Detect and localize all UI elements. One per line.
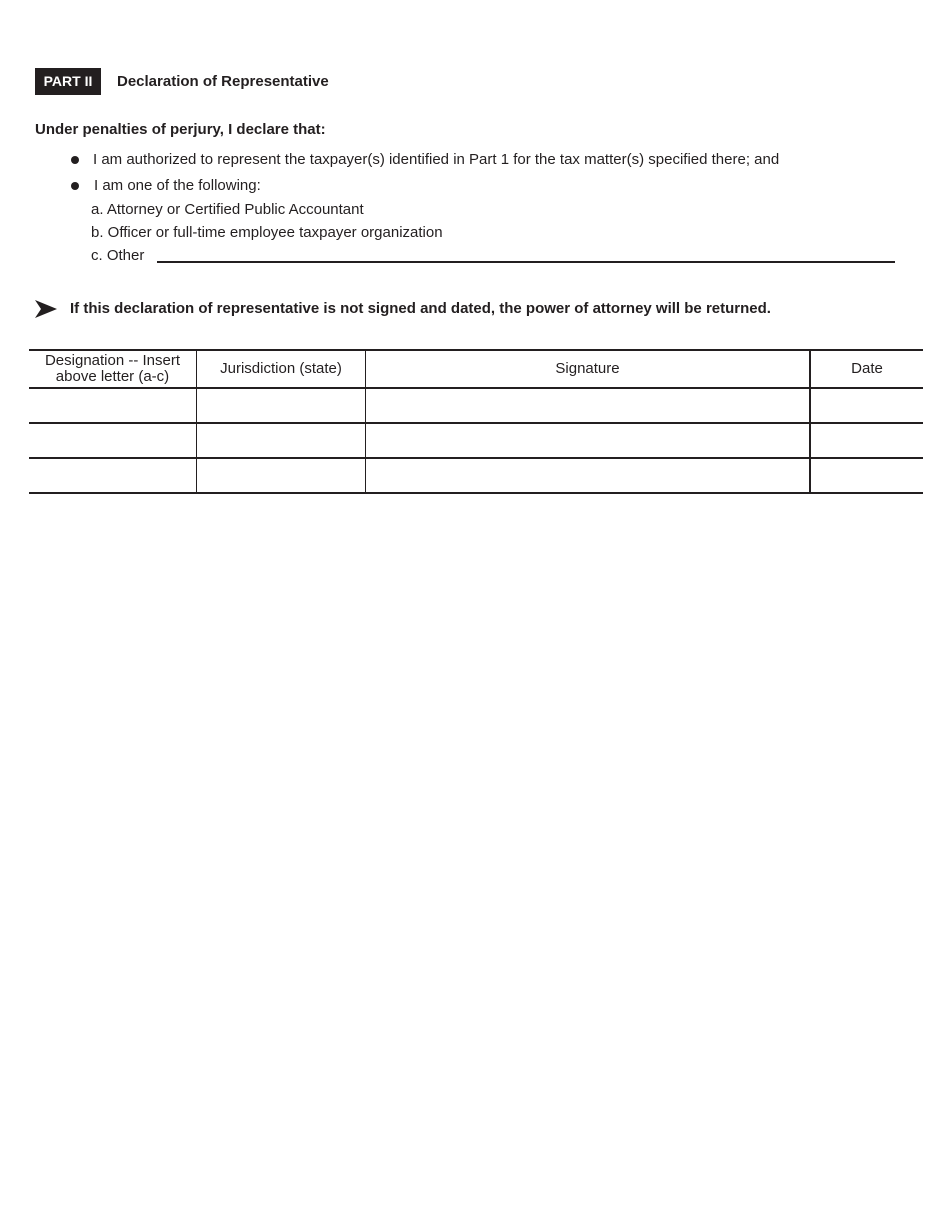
designation-cell[interactable]	[29, 458, 197, 493]
warning-text: If this declaration of representative is not signed and dated, the power of attorney will be returned.	[70, 300, 771, 317]
header-jurisdiction: Jurisdiction (state)	[197, 350, 366, 388]
header-designation-line2: above letter (a-c)	[55, 368, 170, 385]
header-date: Date	[810, 350, 923, 388]
bullet-icon	[71, 156, 79, 164]
declaration-bullet-authorized: I am authorized to represent the taxpayer(s) identified in Part 1 for the tax matter(s) specified there; and	[93, 151, 780, 168]
table-header-row	[29, 350, 923, 388]
signature-cell[interactable]	[366, 423, 811, 458]
table-row	[29, 423, 923, 458]
date-cell[interactable]	[810, 388, 923, 423]
bullet-icon	[71, 182, 79, 190]
designation-cell[interactable]	[29, 388, 197, 423]
header-signature: Signature	[366, 350, 811, 388]
declaration-intro: Under penalties of perjury, I declare that:	[35, 121, 326, 138]
declaration-bullet-one-of: I am one of the following:	[94, 177, 261, 194]
signature-table	[29, 349, 923, 494]
table-row	[29, 388, 923, 423]
option-a: a. Attorney or Certified Public Accountant	[91, 201, 364, 218]
signature-cell[interactable]	[366, 388, 811, 423]
signature-cell[interactable]	[366, 458, 811, 493]
section-title: Declaration of Representative	[117, 73, 329, 90]
part-badge: PART II	[35, 68, 101, 95]
jurisdiction-cell[interactable]	[197, 423, 366, 458]
date-cell[interactable]	[810, 458, 923, 493]
date-cell[interactable]	[810, 423, 923, 458]
arrow-right-icon	[35, 300, 57, 318]
header-designation-line1: Designation -- Insert	[44, 352, 181, 369]
jurisdiction-cell[interactable]	[197, 458, 366, 493]
option-c: c. Other	[91, 247, 145, 264]
designation-cell[interactable]	[29, 423, 197, 458]
jurisdiction-cell[interactable]	[197, 388, 366, 423]
option-b: b. Officer or full-time employee taxpayer organization	[91, 224, 443, 241]
header-designation	[29, 350, 197, 388]
table-row	[29, 458, 923, 493]
other-input-line[interactable]	[157, 261, 895, 263]
